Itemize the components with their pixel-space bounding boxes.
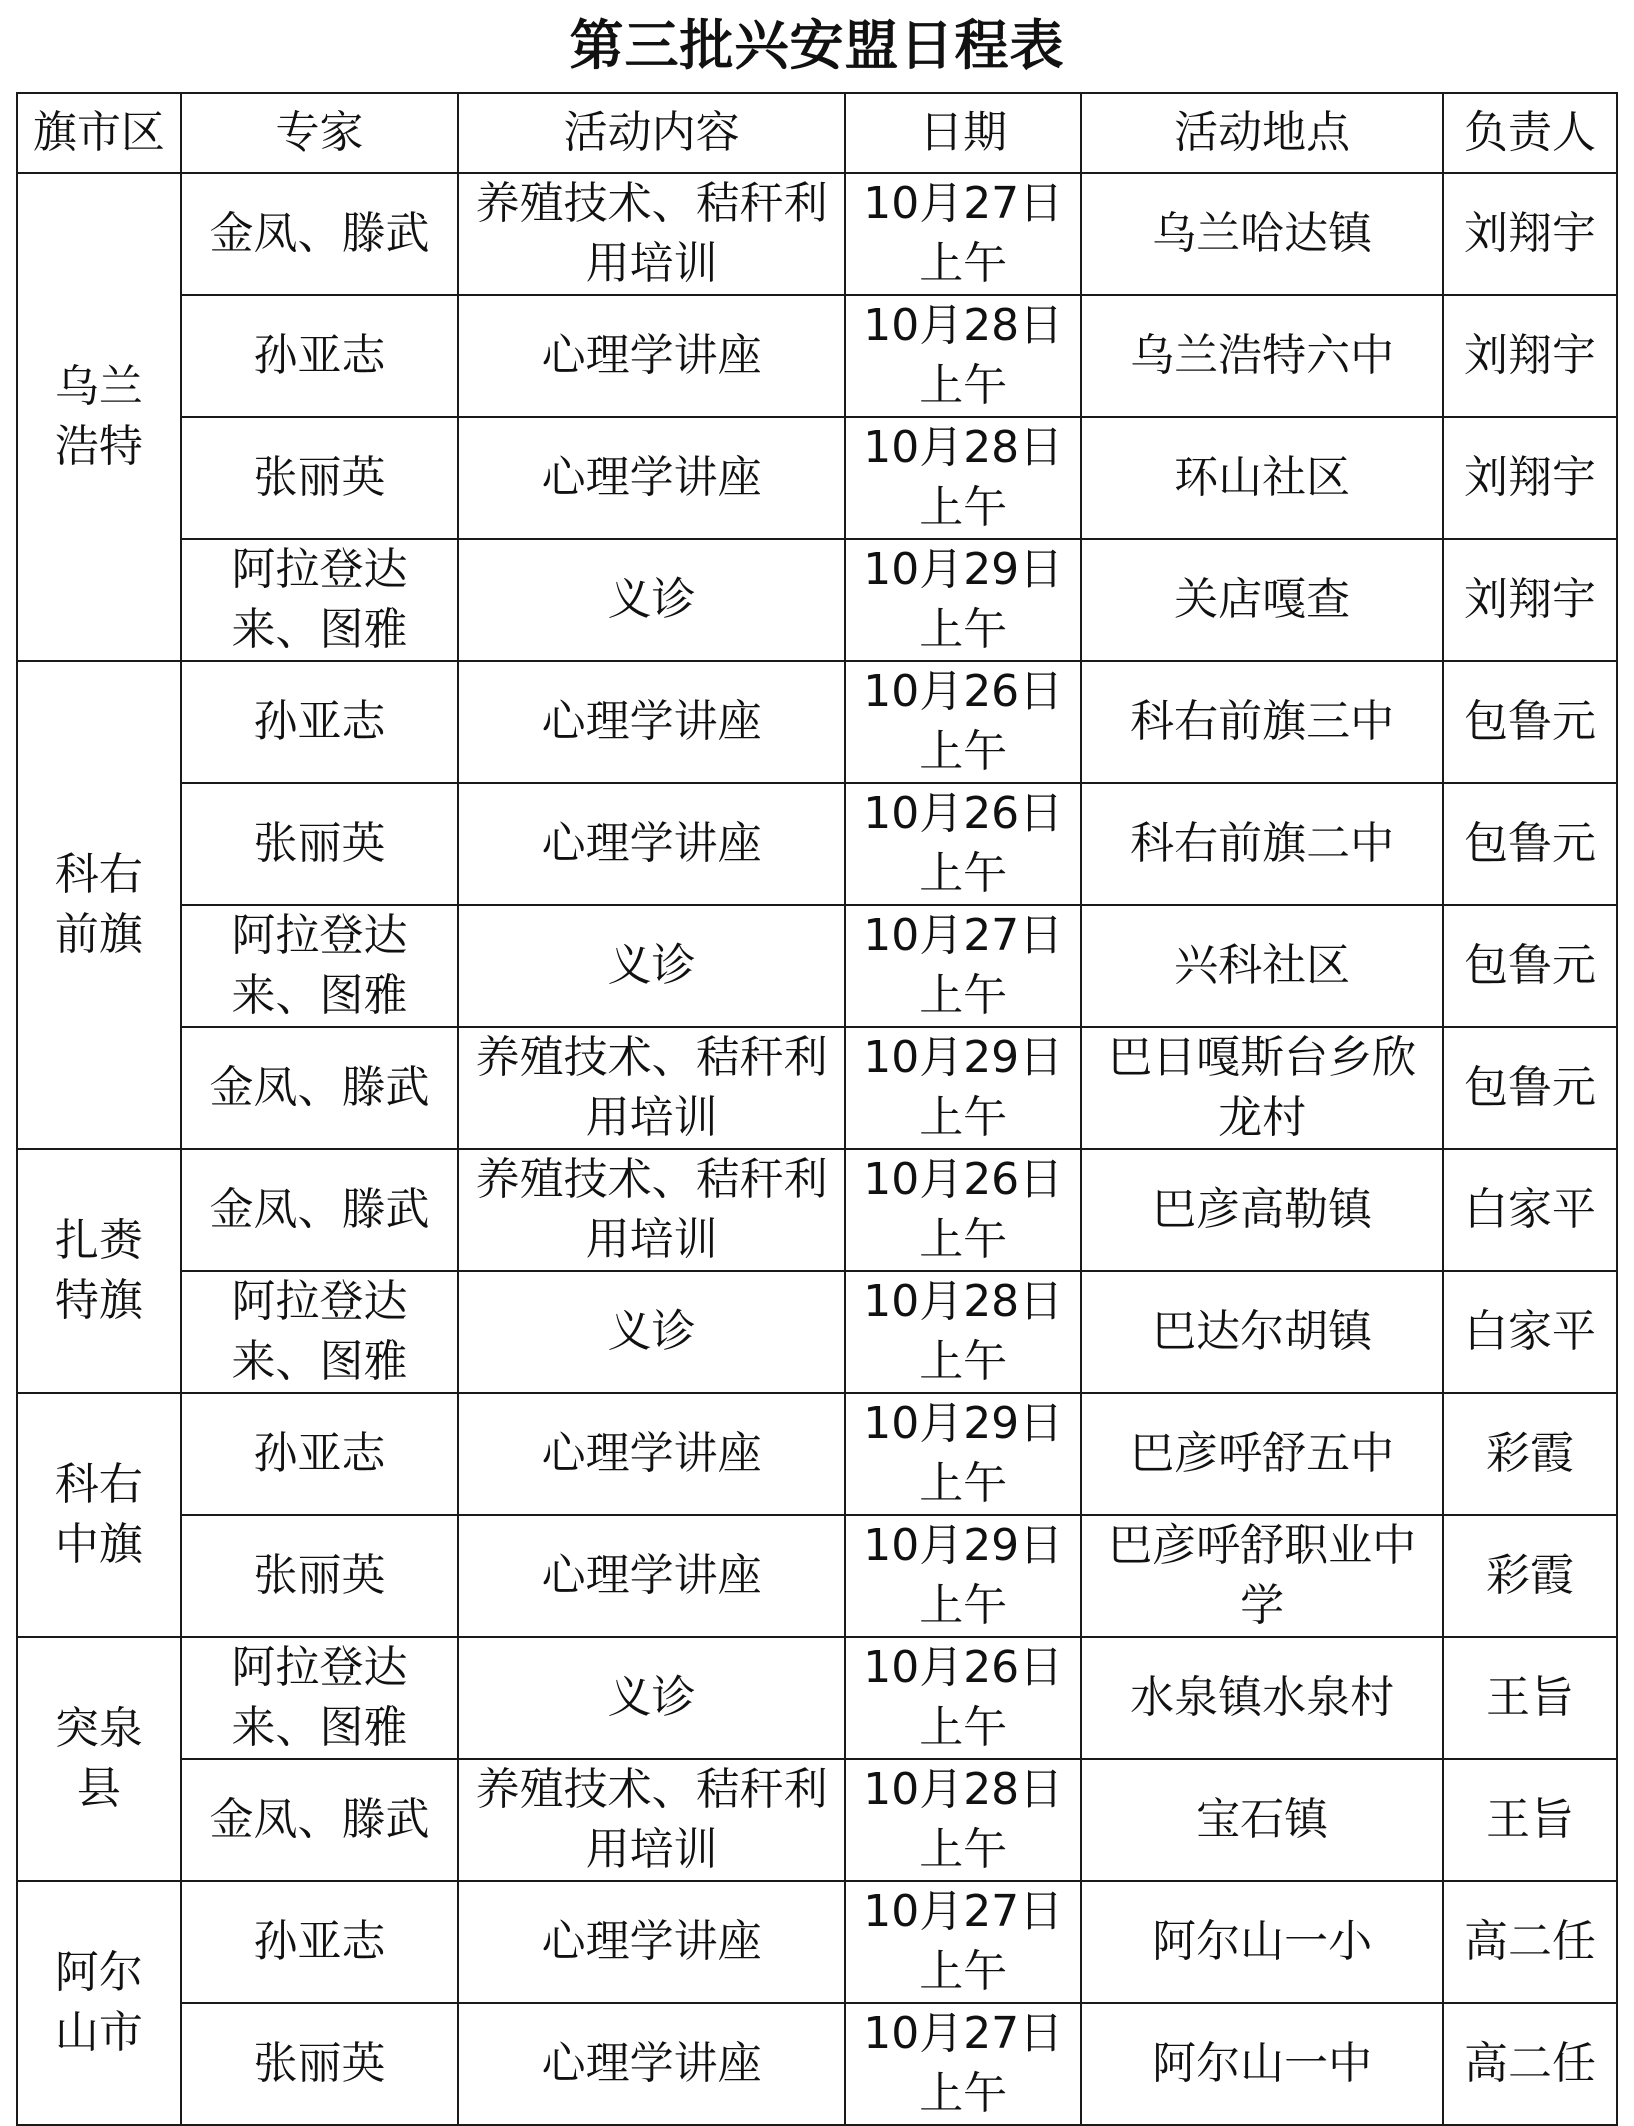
table-row: [17, 783, 1617, 905]
location-cell: 兴科社区: [1081, 905, 1443, 1027]
region-cell: 科右中旗: [17, 1393, 181, 1637]
activity-cell: 心理学讲座: [458, 783, 845, 905]
activity-cell: 养殖技术、秸秆利用培训: [458, 173, 845, 295]
region-cell: 科右前旗: [17, 661, 181, 1149]
table-body: [17, 93, 1617, 2125]
date-cell: 10月27日上午: [845, 2003, 1081, 2125]
table-row: [17, 905, 1617, 1027]
table-row: [17, 539, 1617, 661]
table-row: [17, 1515, 1617, 1637]
header-cell-contact: 负责人: [1443, 93, 1617, 173]
table-row: [17, 661, 1617, 783]
activity-cell: 养殖技术、秸秆利用培训: [458, 1149, 845, 1271]
activity-cell: 养殖技术、秸秆利用培训: [458, 1759, 845, 1881]
date-cell: 10月27日上午: [845, 905, 1081, 1027]
expert-cell: 金凤、滕武: [181, 1759, 458, 1881]
activity-cell: 心理学讲座: [458, 417, 845, 539]
activity-cell: 心理学讲座: [458, 1393, 845, 1515]
location-cell: 巴彦高勒镇: [1081, 1149, 1443, 1271]
contact-cell: 王旨: [1443, 1637, 1617, 1759]
date-cell: 10月26日上午: [845, 1149, 1081, 1271]
header-row: [17, 93, 1617, 173]
date-cell: 10月29日上午: [845, 1515, 1081, 1637]
date-cell: 10月29日上午: [845, 1393, 1081, 1515]
location-cell: 关店嘎查: [1081, 539, 1443, 661]
contact-cell: 刘翔宇: [1443, 417, 1617, 539]
contact-cell: 包鲁元: [1443, 783, 1617, 905]
date-cell: 10月26日上午: [845, 783, 1081, 905]
header-cell-expert: 专家: [181, 93, 458, 173]
region-cell: 扎赉特旗: [17, 1149, 181, 1393]
activity-cell: 义诊: [458, 1271, 845, 1393]
expert-cell: 孙亚志: [181, 1881, 458, 2003]
contact-cell: 高二任: [1443, 2003, 1617, 2125]
activity-cell: 心理学讲座: [458, 295, 845, 417]
contact-cell: 刘翔宇: [1443, 173, 1617, 295]
page-title: 第三批兴安盟日程表: [569, 14, 1065, 77]
location-cell: 宝石镇: [1081, 1759, 1443, 1881]
expert-cell: 阿拉登达来、图雅: [181, 539, 458, 661]
region-cell: 突泉县: [17, 1637, 181, 1881]
date-cell: 10月29日上午: [845, 1027, 1081, 1149]
location-cell: 科右前旗二中: [1081, 783, 1443, 905]
location-cell: 水泉镇水泉村: [1081, 1637, 1443, 1759]
date-cell: 10月28日上午: [845, 417, 1081, 539]
expert-cell: 张丽英: [181, 783, 458, 905]
header-cell-location: 活动地点: [1081, 93, 1443, 173]
activity-cell: 义诊: [458, 539, 845, 661]
activity-cell: 心理学讲座: [458, 1881, 845, 2003]
date-cell: 10月26日上午: [845, 661, 1081, 783]
table-row: [17, 2003, 1617, 2125]
activity-cell: 心理学讲座: [458, 1515, 845, 1637]
expert-cell: 张丽英: [181, 2003, 458, 2125]
table-row: [17, 1149, 1617, 1271]
contact-cell: 刘翔宇: [1443, 295, 1617, 417]
table-row: [17, 1637, 1617, 1759]
location-cell: 巴彦呼舒职业中学: [1081, 1515, 1443, 1637]
date-cell: 10月28日上午: [845, 1759, 1081, 1881]
activity-cell: 义诊: [458, 905, 845, 1027]
expert-cell: 金凤、滕武: [181, 1027, 458, 1149]
location-cell: 巴达尔胡镇: [1081, 1271, 1443, 1393]
contact-cell: 包鲁元: [1443, 1027, 1617, 1149]
header-cell-activity: 活动内容: [458, 93, 845, 173]
contact-cell: 包鲁元: [1443, 661, 1617, 783]
expert-cell: 阿拉登达来、图雅: [181, 1271, 458, 1393]
header-cell-date: 日期: [845, 93, 1081, 173]
region-cell: 乌兰浩特: [17, 173, 181, 661]
table-row: [17, 1759, 1617, 1881]
location-cell: 阿尔山一中: [1081, 2003, 1443, 2125]
table-row: [17, 1393, 1617, 1515]
table-row: [17, 295, 1617, 417]
date-cell: 10月26日上午: [845, 1637, 1081, 1759]
date-cell: 10月27日上午: [845, 173, 1081, 295]
location-cell: 科右前旗三中: [1081, 661, 1443, 783]
contact-cell: 包鲁元: [1443, 905, 1617, 1027]
expert-cell: 金凤、滕武: [181, 173, 458, 295]
contact-cell: 白家平: [1443, 1271, 1617, 1393]
table-row: [17, 417, 1617, 539]
activity-cell: 心理学讲座: [458, 2003, 845, 2125]
contact-cell: 王旨: [1443, 1759, 1617, 1881]
location-cell: 阿尔山一小: [1081, 1881, 1443, 2003]
expert-cell: 阿拉登达来、图雅: [181, 905, 458, 1027]
location-cell: 巴彦呼舒五中: [1081, 1393, 1443, 1515]
expert-cell: 孙亚志: [181, 661, 458, 783]
contact-cell: 彩霞: [1443, 1515, 1617, 1637]
contact-cell: 刘翔宇: [1443, 539, 1617, 661]
location-cell: 乌兰浩特六中: [1081, 295, 1443, 417]
date-cell: 10月28日上午: [845, 295, 1081, 417]
schedule-table: [16, 92, 1618, 2126]
date-cell: 10月28日上午: [845, 1271, 1081, 1393]
contact-cell: 高二任: [1443, 1881, 1617, 2003]
location-cell: 乌兰哈达镇: [1081, 173, 1443, 295]
header-cell-region: 旗市区: [17, 93, 181, 173]
activity-cell: 义诊: [458, 1637, 845, 1759]
activity-cell: 心理学讲座: [458, 661, 845, 783]
region-cell: 阿尔山市: [17, 1881, 181, 2125]
location-cell: 巴日嘎斯台乡欣龙村: [1081, 1027, 1443, 1149]
expert-cell: 孙亚志: [181, 1393, 458, 1515]
date-cell: 10月29日上午: [845, 539, 1081, 661]
expert-cell: 阿拉登达来、图雅: [181, 1637, 458, 1759]
table-row: [17, 1027, 1617, 1149]
activity-cell: 养殖技术、秸秆利用培训: [458, 1027, 845, 1149]
date-cell: 10月27日上午: [845, 1881, 1081, 2003]
expert-cell: 张丽英: [181, 417, 458, 539]
table-row: [17, 1881, 1617, 2003]
contact-cell: 彩霞: [1443, 1393, 1617, 1515]
location-cell: 环山社区: [1081, 417, 1443, 539]
expert-cell: 张丽英: [181, 1515, 458, 1637]
expert-cell: 金凤、滕武: [181, 1149, 458, 1271]
expert-cell: 孙亚志: [181, 295, 458, 417]
table-row: [17, 173, 1617, 295]
contact-cell: 白家平: [1443, 1149, 1617, 1271]
table-row: [17, 1271, 1617, 1393]
